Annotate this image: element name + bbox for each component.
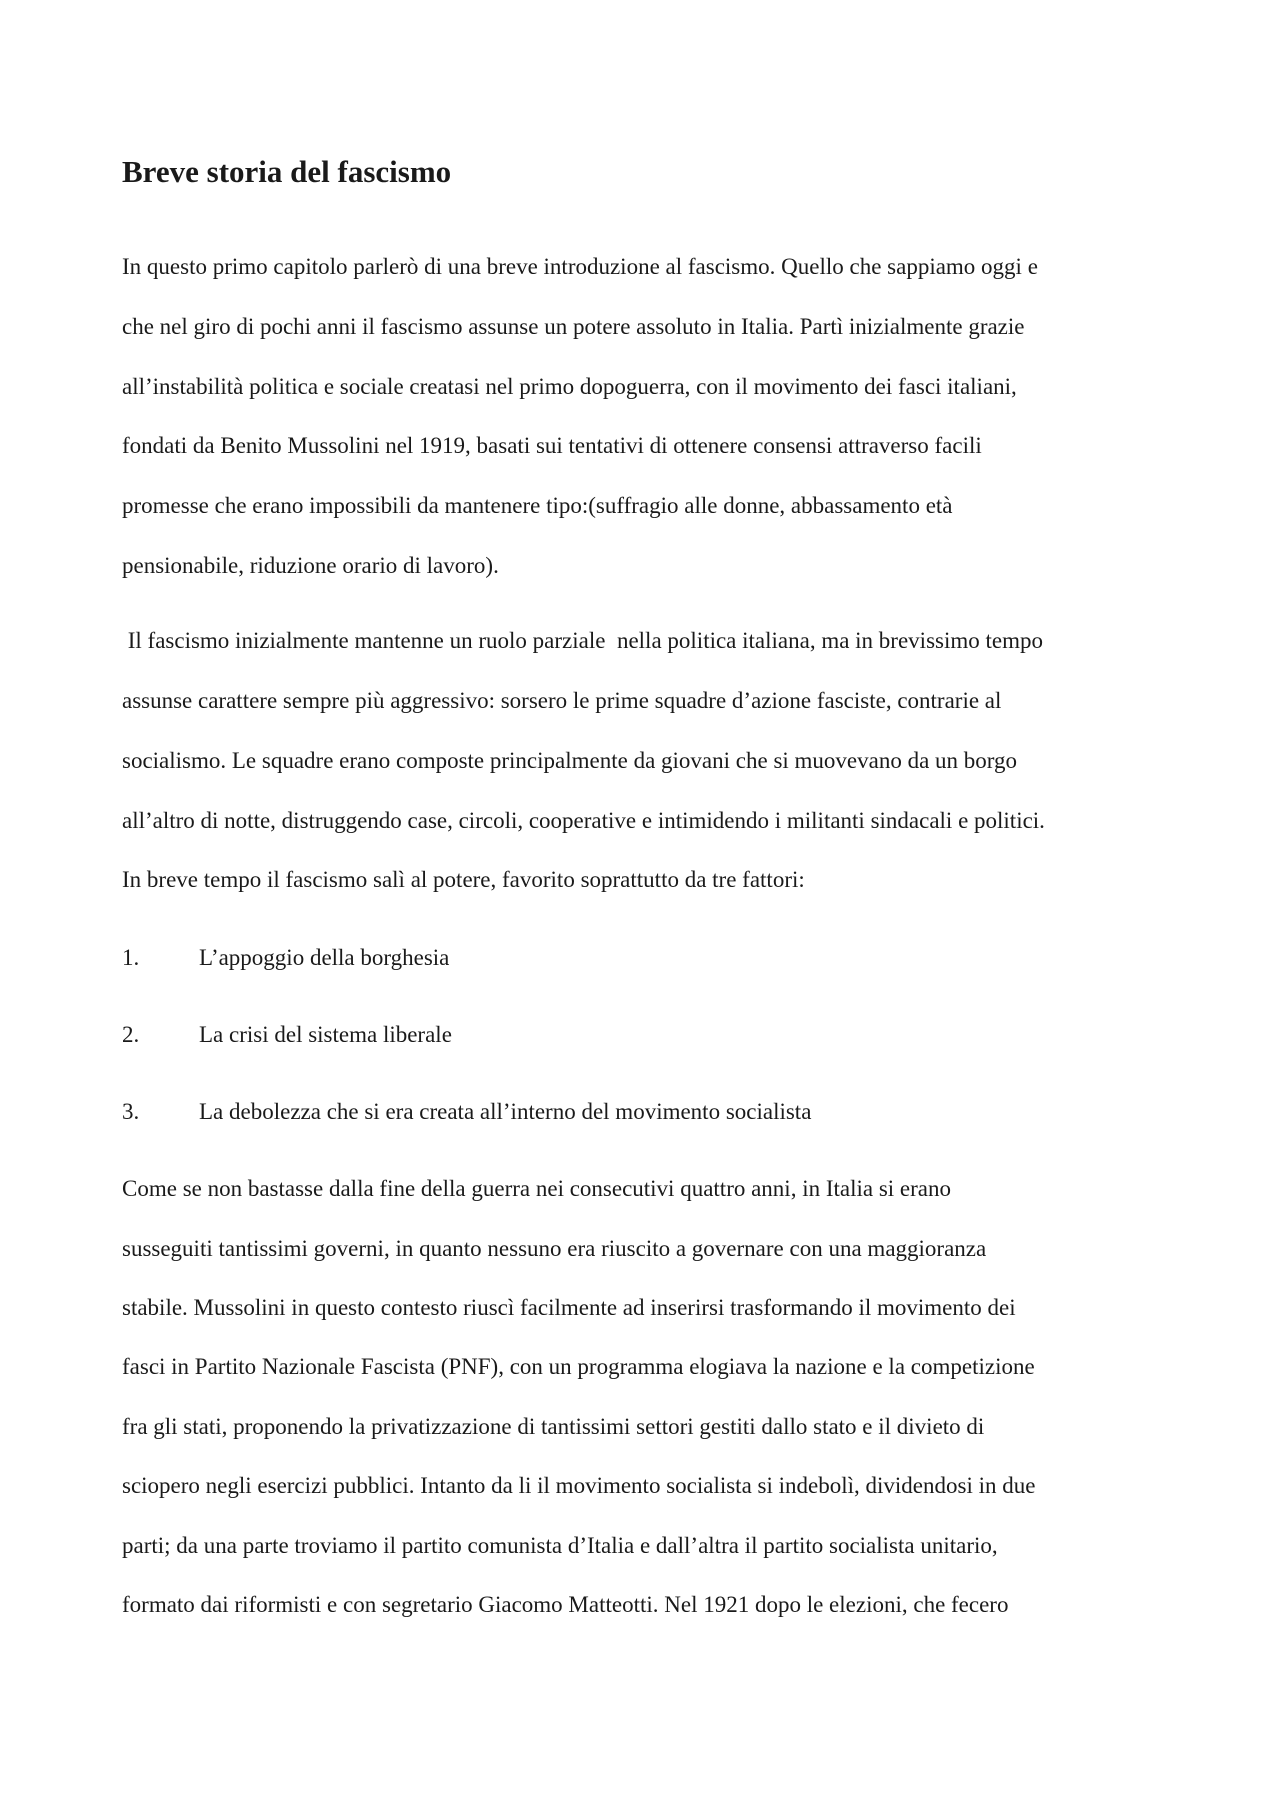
- paragraph-line: promesse che erano impossibili da mantenere tipo:(suffragio alle donne, abbassamento età: [122, 493, 953, 518]
- list-item-text: La crisi del sistema liberale: [199, 1022, 452, 1047]
- paragraph-line: pensionabile, riduzione orario di lavoro).: [122, 553, 499, 578]
- list-item-text: La debolezza che si era creata all’interno del movimento socialista: [199, 1099, 812, 1124]
- document-title: Breve storia del fascismo: [122, 154, 452, 189]
- paragraph-line: sciopero negli esercizi pubblici. Intanto da li il movimento socialista si indebolì, dividendosi in due: [122, 1473, 1036, 1498]
- paragraph-line: fasci in Partito Nazionale Fascista (PNF), con un programma elogiava la nazione e la competizione: [122, 1354, 1035, 1379]
- list-item-text: L’appoggio della borghesia: [199, 945, 450, 970]
- paragraph-line: susseguiti tantissimi governi, in quanto nessuno era riuscito a governare con una maggioranza: [122, 1236, 987, 1261]
- paragraph-line: all’altro di notte, distruggendo case, circoli, cooperative e intimidendo i militanti sindacali e politici.: [122, 808, 1045, 833]
- paragraph-line: socialismo. Le squadre erano composte principalmente da giovani che si muovevano da un borgo: [122, 748, 1018, 773]
- paragraph-line: che nel giro di pochi anni il fascismo assunse un potere assoluto in Italia. Partì inizialmente grazie: [122, 314, 1025, 339]
- paragraph-line: all’instabilità politica e sociale creatasi nel primo dopoguerra, con il movimento dei fasci italiani,: [122, 374, 1017, 399]
- paragraph-line: fra gli stati, proponendo la privatizzazione di tantissimi settori gestiti dallo stato e il divieto di: [122, 1414, 985, 1439]
- paragraph-line: In breve tempo il fascismo salì al potere, favorito soprattutto da tre fattori:: [122, 867, 805, 892]
- paragraph-line: fondati da Benito Mussolini nel 1919, basati sui tentativi di ottenere consensi attraverso facili: [122, 433, 982, 458]
- paragraph-line: Il fascismo inizialmente mantenne un ruolo parziale nella politica italiana, ma in brevissimo tempo: [122, 628, 1043, 653]
- paragraph-line: stabile. Mussolini in questo contesto riuscì facilmente ad inserirsi trasformando il movimento dei: [122, 1295, 1016, 1320]
- paragraph-line: formato dai riformisti e con segretario Giacomo Matteotti. Nel 1921 dopo le elezioni, che fecero: [122, 1592, 1009, 1617]
- paragraph-line: Come se non bastasse dalla fine della guerra nei consecutivi quattro anni, in Italia si erano: [122, 1176, 951, 1201]
- list-item-number: 3.: [122, 1099, 140, 1124]
- paragraph-line: parti; da una parte troviamo il partito comunista d’Italia e dall’altra il partito socialista unitario,: [122, 1533, 998, 1558]
- list-item-number: 1.: [122, 945, 140, 970]
- paragraph-line: assunse carattere sempre più aggressivo: sorsero le prime squadre d’azione fasciste, contrarie al: [122, 688, 1002, 713]
- paragraph-line: In questo primo capitolo parlerò di una breve introduzione al fascismo. Quello che sappiamo oggi e: [122, 254, 1038, 279]
- list-item-number: 2.: [122, 1022, 140, 1047]
